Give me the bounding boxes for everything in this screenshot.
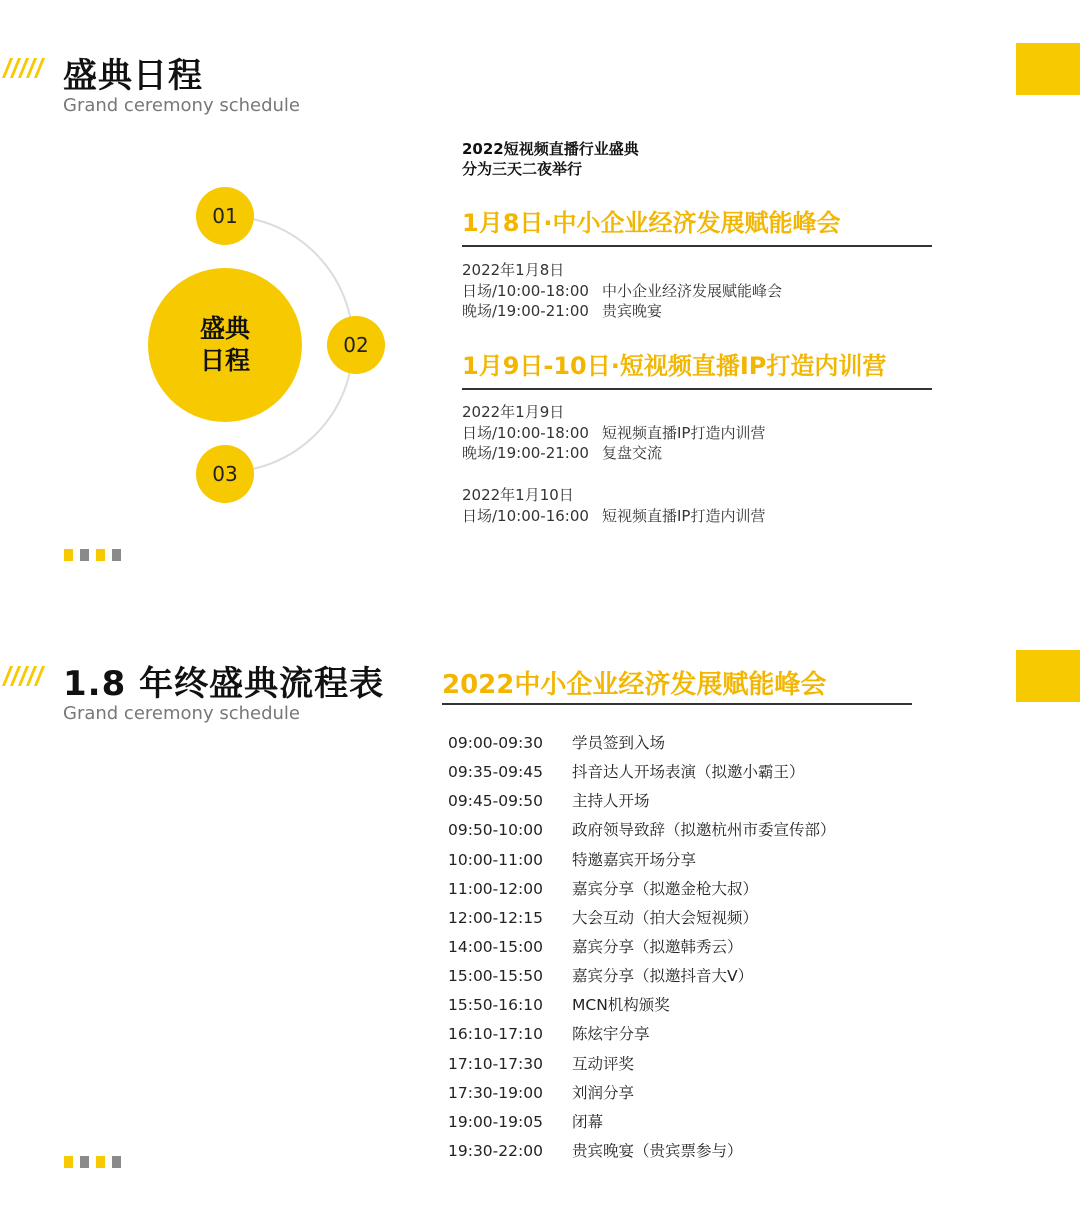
row-item: 政府领导致辞（拟邀杭州市委宣传部） — [572, 821, 836, 840]
row-item: 嘉宾分享（拟邀抖音大V） — [572, 967, 754, 986]
table-row — [448, 993, 836, 1022]
event2-item-desc: 短视频直播IP打造内训营 — [602, 506, 766, 525]
row-item: 嘉宾分享（拟邀韩秀云） — [572, 937, 743, 956]
row-time: 17:10-17:30 — [448, 1054, 543, 1073]
row-time: 09:00-09:30 — [448, 734, 543, 752]
table-row — [448, 906, 836, 935]
step-03-circle: 03 — [196, 445, 254, 503]
intro-line2: 分为三天二夜举行 — [462, 160, 583, 178]
event2-day1-date: 2022年1月9日 — [462, 403, 565, 421]
intro-line1: 2022短视频直播行业盛典 — [462, 140, 639, 158]
event2-item-time: 日场/10:00-18:00 — [462, 423, 589, 442]
schedule-table — [448, 731, 836, 1168]
table-row — [448, 789, 836, 818]
event2-item-time: 晚场/19:00-21:00 — [462, 444, 589, 462]
section-title: 1.8 年终盛典流程表 — [63, 664, 385, 704]
row-item: 互动评奖 — [572, 1054, 635, 1073]
row-item: 大会互动（拍大会短视频） — [572, 908, 759, 927]
event2-title: 1月9日-10日·短视频直播IP打造内训营 — [462, 352, 887, 380]
event2-day2-details — [462, 485, 765, 526]
row-time: 10:00-11:00 — [448, 850, 543, 869]
section-subtitle: Grand ceremony schedule — [63, 95, 300, 116]
arc-connector — [0, 0, 420, 520]
event2-item-desc: 复盘交流 — [602, 444, 663, 462]
row-time: 19:30-22:00 — [448, 1141, 543, 1160]
center-circle — [148, 268, 302, 422]
section-title: 盛典日程 — [63, 56, 203, 96]
step-01-circle: 01 — [196, 187, 254, 245]
event2-item — [462, 506, 765, 527]
event1-item — [462, 301, 782, 322]
event2-item — [462, 443, 765, 464]
event1-divider — [462, 245, 932, 247]
row-item: 主持人开场 — [572, 792, 650, 811]
row-time: 17:30-19:00 — [448, 1083, 543, 1102]
corner-block — [1016, 43, 1080, 95]
table-row — [448, 1022, 836, 1051]
intro-text — [462, 139, 639, 179]
event2-divider — [462, 388, 932, 390]
event2-day2-date: 2022年1月10日 — [462, 486, 574, 504]
table-row — [448, 848, 836, 877]
table-row — [448, 818, 836, 847]
table-row — [448, 760, 836, 789]
row-item: 嘉宾分享（拟邀金枪大叔） — [572, 879, 759, 898]
event1-item-time: 晚场/19:00-21:00 — [462, 302, 589, 320]
table-row — [448, 1081, 836, 1110]
row-time: 12:00-12:15 — [448, 908, 543, 927]
row-item: 刘润分享 — [572, 1083, 635, 1102]
event1-date: 2022年1月8日 — [462, 261, 565, 279]
event1-item-time: 日场/10:00-18:00 — [462, 281, 589, 300]
event1-details — [462, 260, 782, 322]
step-02-circle: 02 — [327, 316, 385, 374]
row-time: 15:00-15:50 — [448, 967, 543, 986]
row-time: 15:50-16:10 — [448, 996, 543, 1015]
row-time: 09:35-09:45 — [448, 763, 543, 782]
row-item: 学员签到入场 — [572, 734, 666, 752]
corner-block — [1016, 650, 1080, 702]
row-item: 贵宾晚宴（贵宾票参与） — [572, 1141, 743, 1160]
table-row — [448, 877, 836, 906]
row-item: 特邀嘉宾开场分享 — [572, 850, 697, 869]
section-subtitle: Grand ceremony schedule — [63, 703, 300, 724]
table-row — [448, 964, 836, 993]
center-label-line1: 盛典 — [199, 314, 250, 343]
row-time: 19:00-19:05 — [448, 1112, 543, 1131]
bar-decoration — [64, 1156, 128, 1168]
event1-item-desc: 中小企业经济发展赋能峰会 — [602, 281, 783, 300]
table-row — [448, 1139, 836, 1168]
row-time: 14:00-15:00 — [448, 937, 543, 956]
row-time: 09:50-10:00 — [448, 821, 543, 840]
table-row — [448, 1110, 836, 1139]
event2-day1-details — [462, 402, 765, 464]
event2-item — [462, 423, 765, 444]
event2-item-time: 日场/10:00-16:00 — [462, 506, 589, 525]
row-item: 抖音达人开场表演（拟邀小霸王） — [572, 763, 805, 782]
hatch-decoration — [2, 666, 46, 686]
row-time: 11:00-12:00 — [448, 879, 543, 898]
row-item: 闭幕 — [572, 1112, 604, 1131]
event1-item — [462, 281, 782, 302]
row-time: 16:10-17:10 — [448, 1025, 543, 1044]
bar-decoration — [64, 549, 128, 561]
event1-title: 1月8日·中小企业经济发展赋能峰会 — [462, 209, 841, 237]
schedule-divider — [442, 703, 912, 705]
row-item: 陈炫宇分享 — [572, 1025, 650, 1044]
center-label-line2: 日程 — [199, 346, 250, 375]
schedule-title: 2022中小企业经济发展赋能峰会 — [442, 670, 827, 700]
event2-item-desc: 短视频直播IP打造内训营 — [602, 423, 766, 442]
row-time: 09:45-09:50 — [448, 792, 543, 811]
event1-item-desc: 贵宾晚宴 — [602, 302, 663, 320]
table-row — [448, 1052, 836, 1081]
row-item: MCN机构颁奖 — [572, 996, 670, 1015]
table-row — [448, 731, 836, 760]
table-row — [448, 935, 836, 964]
